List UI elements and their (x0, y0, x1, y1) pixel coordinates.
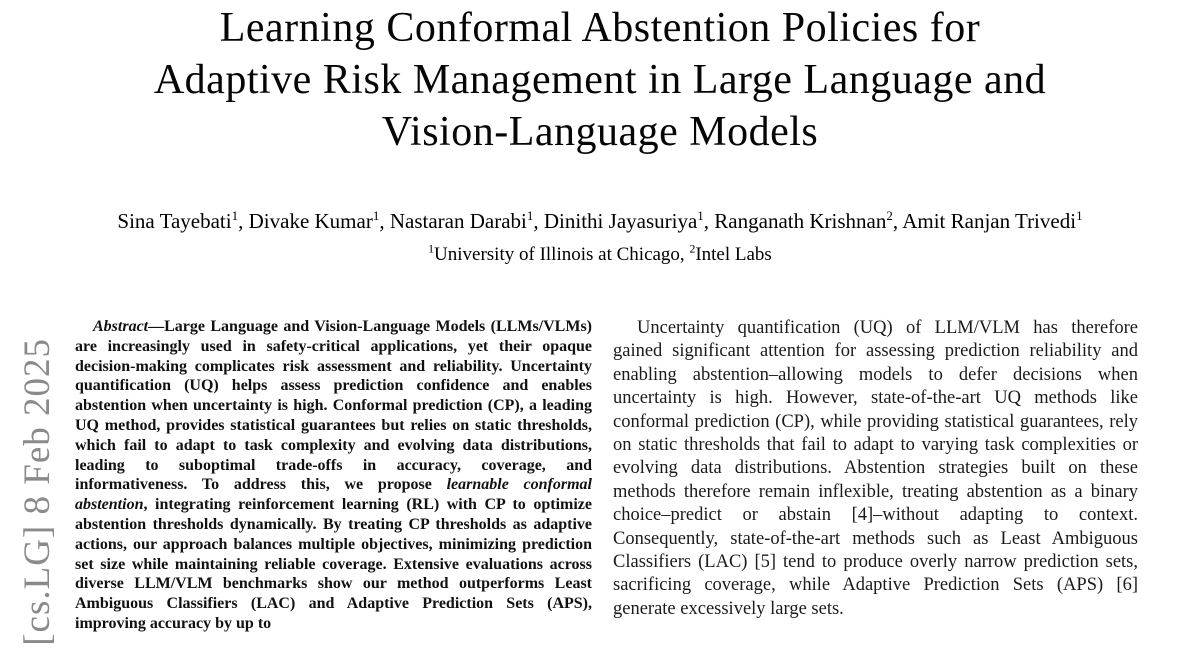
arxiv-watermark: [cs.LG] 8 Feb 2025 (17, 338, 58, 646)
authors-line (0, 208, 1200, 234)
intro-column (613, 317, 1138, 621)
author-affiliation-marker: 1 (1076, 208, 1083, 223)
author: Sina Tayebati$^1$ (117, 208, 239, 233)
affiliation-marker: 1 (428, 242, 435, 256)
abstract-dash: — (148, 318, 165, 335)
author-affiliation-marker: 1 (231, 208, 239, 223)
paper-title-line-2: Adaptive Risk Management in Large Language and (153, 57, 1047, 103)
abstract-text-after: , integrating reinforcement learning (RL) with CP to optimize abstention thresholds dynamically. By treating CP thresholds as adaptive actions, our approach balances multiple objectives, minimizing prediction set size while maintaining reliable coverage. Extensive evaluations across diverse LLM/VLM benchmarks show our method outperforms Least Ambiguous Classifiers (LAC) and Adaptive Prediction Sets (APS), improving accuracy by up to (75, 496, 592, 632)
author-separator: , (703, 209, 715, 233)
intro-paragraph: Uncertainty quantification (UQ) of LLM/VLM has therefore gained significant attention for assessing prediction reliability and enabling abstention–allowing models to defer decisions when uncertainty is high. However, state-of-the-art UQ methods like conformal prediction (CP), while providing statistical guarantees, rely on static thresholds that fail to adapt to varying task complexities or evolving data distributions. Abstention strategies built on these methods therefore remain inflexible, treating abstention as a binary choice–predict or abstain [4]–without adapting to context. Consequently, state-of-the-art methods such as Least Ambiguous Classifiers (LAC) [5] tend to produce overly narrow prediction sets, sacrificing coverage, while Adaptive Prediction Sets (APS) [6] generate excessively large sets. (613, 318, 1138, 619)
abstract-label: Abstract (93, 318, 149, 335)
author-separator: , (238, 209, 249, 233)
author-affiliation-marker: 1 (697, 208, 704, 223)
paper-title (0, 0, 1200, 158)
abstract-column (75, 317, 592, 634)
author: Ranganath Krishnan$^2$ (714, 208, 893, 233)
author: Amit Ranjan Trivedi$^1$ (902, 208, 1083, 233)
abstract-emphasis: learnable conformal abstention (75, 476, 593, 514)
affiliation-marker: 2 (689, 242, 696, 256)
author-affiliation-marker: 1 (526, 208, 534, 223)
paper-title-line-1: Learning Conformal Abstention Policies for (219, 5, 981, 51)
affiliation-line (0, 243, 1200, 267)
paper-title-line-3: Vision-Language Models (381, 109, 819, 155)
author-affiliation-marker: 1 (372, 208, 380, 223)
author: Divake Kumar$^1$ (248, 208, 380, 233)
author-separator: , (892, 209, 903, 233)
author-affiliation-marker: 2 (886, 208, 893, 223)
author: Dinithi Jayasuriya$^1$ (543, 208, 704, 233)
abstract-paragraph (75, 317, 592, 634)
abstract-text-before: Large Language and Vision-Language Models (LLMs/VLMs) are increasingly used in safety-critical applications, yet their opaque decision-making complicates risk assessment and reliability. Uncertainty quantification (UQ) helps assess prediction confidence and enables abstention when uncertainty is high. Conformal prediction (CP), a leading UQ method, provides statistical guarantees but relies on static thresholds, which fail to adapt to task complexity and evolving data distributions, leading to suboptimal trade-offs in accuracy, coverage, and informativeness. To address this, we propose (75, 318, 592, 494)
author-separator: , (379, 209, 390, 233)
affiliation-entry: $^2$Intel Labs (689, 242, 772, 265)
two-column-body (0, 317, 1200, 634)
author: Nastaran Darabi$^1$ (389, 208, 534, 233)
affiliation-entry: $^1$University of Illinois at Chicago, (428, 242, 690, 265)
author-separator: , (533, 209, 544, 233)
